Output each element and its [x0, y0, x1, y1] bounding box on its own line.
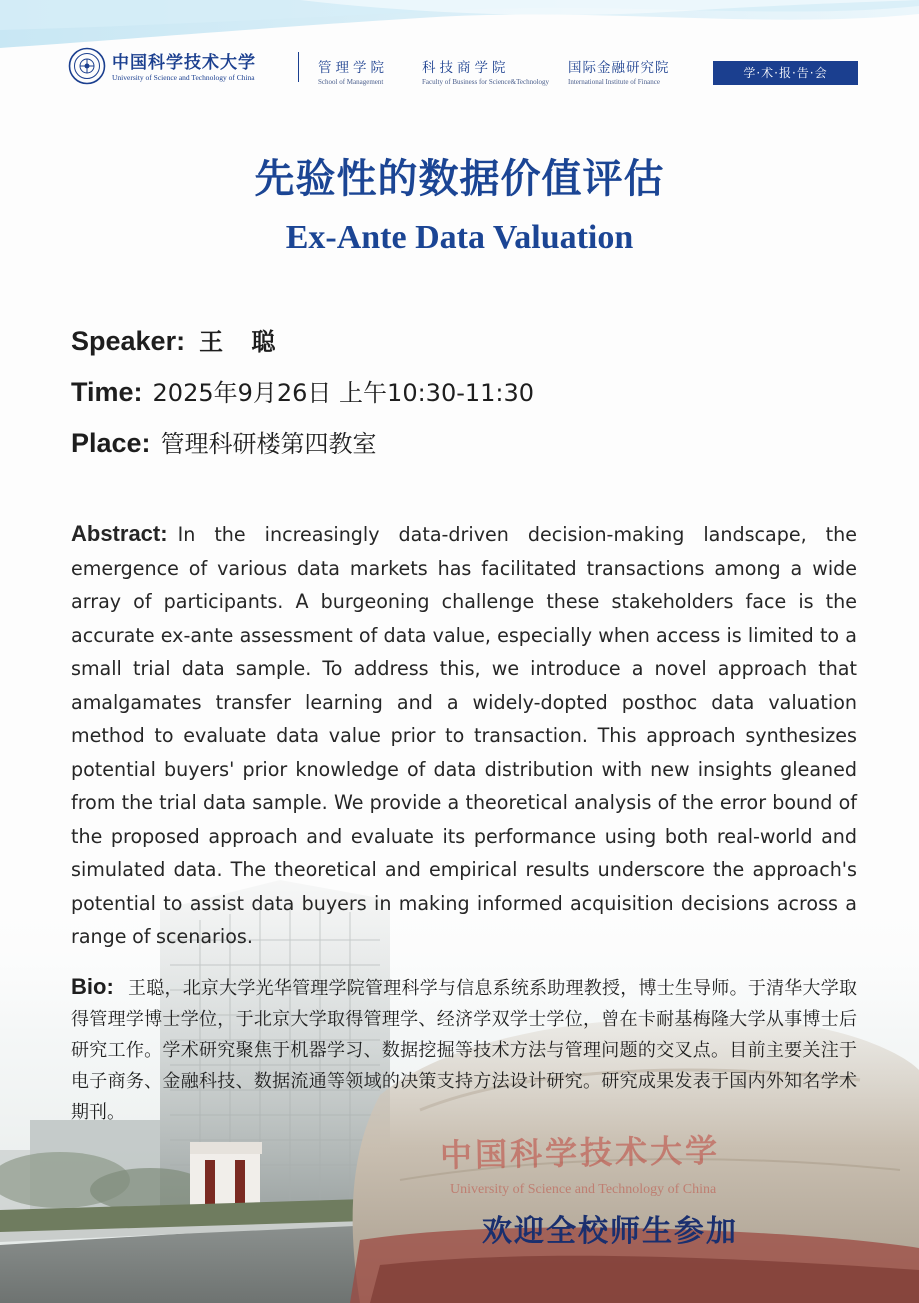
school-management: 管理学院 School of Management — [318, 60, 388, 86]
speaker-label: Speaker: — [71, 326, 186, 356]
title-cn: 先验性的数据价值评估 — [254, 155, 665, 202]
abstract-label: Abstract: — [71, 521, 168, 546]
academic-seminar-badge: 学·术·报·告·会 — [713, 61, 858, 85]
time-value: 2025年9月26日 上午10:30-11:30 — [152, 379, 535, 407]
bio — [71, 971, 857, 1128]
school-business-science-technology: 科技商学院 Faculty of Business for Science&Technology — [422, 60, 550, 86]
speaker-name: 王 聪 — [199, 328, 286, 356]
place-value: 管理科研楼第四教室 — [160, 430, 377, 458]
time-line — [71, 373, 534, 408]
university-seal-icon — [68, 47, 106, 85]
speaker-line — [71, 322, 285, 357]
university-name-cn: 中国科学技术大学 — [112, 53, 256, 73]
bio-label: Bio: — [71, 974, 114, 999]
university-name-en: University of Science and Technology of China — [112, 73, 255, 82]
bio-text: 王聪，北京大学光华管理学院管理科学与信息系统系助理教授，博士生导师。于清华大学取得管理学博士学位，于北京大学取得管理学、经济学双学士学位，曾在卡耐基梅隆大学从事博士后研究工作。学术研究聚焦于机器学习、数据挖掘等技术方法与管理问题的交叉点。目前主要关注于电子商务、金融科技、数据流通等领域的决策支持方法设计研究。研究成果发表于国内外知名学术期刊。 — [71, 978, 857, 1123]
abstract — [71, 517, 857, 954]
stone-inscription-cn: 中国科学技术大学 — [439, 1131, 721, 1175]
header — [68, 44, 858, 90]
welcome-text: 欢迎全校师生参加 — [482, 1214, 738, 1249]
header-divider — [298, 52, 299, 82]
time-label: Time: — [71, 377, 143, 407]
stone-inscription-en: University of Science and Technology of China — [450, 1182, 717, 1197]
school-international-finance: 国际金融研究院 International Institute of Finance — [568, 60, 670, 86]
abstract-text: In the increasingly data-driven decision-making landscape, the emergence of various data markets has facilitated transactions among a wide array of participants. A burgeoning challenge these stakeholders face is the accurate ex-ante assessment of data value, especially when access is limited to a small trial data sample. To address this, we introduce a novel approach that amalgamates transfer learning and a widely-dopted posthoc data valuation method to evaluate data value prior to transaction. This approach synthesizes potential buyers' prior knowledge of data distribution with new insights gleaned from the trial data sample. We provide a theoretical analysis of the error bound of the proposed approach and evaluate its performance using both real-world and simulated data. The theoretical and empirical results underscore the approach's potential to assist data buyers in making informed acquisition decisions across a range of scenarios. — [71, 523, 857, 948]
title-en: Ex-Ante Data Valuation — [285, 219, 634, 256]
place-label: Place: — [71, 428, 151, 458]
place-line — [71, 424, 377, 459]
